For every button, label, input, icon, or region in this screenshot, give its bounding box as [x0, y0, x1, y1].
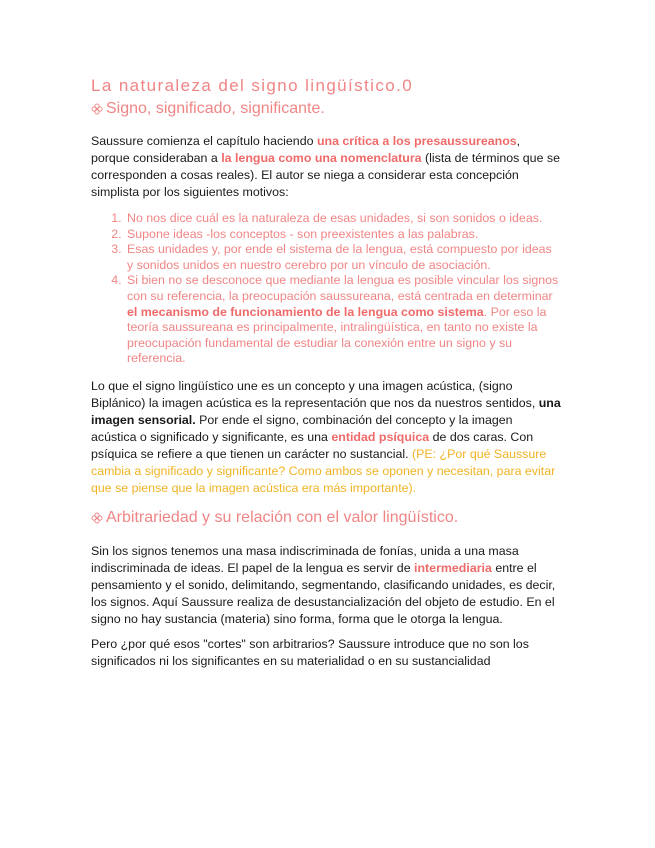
- section-heading-text: Arbitrariedad y su relación con el valor lingüístico.: [106, 508, 459, 526]
- bold-text: una imagen sensorial.: [91, 395, 561, 427]
- section-heading-text: Signo, significado, significante.: [106, 100, 325, 117]
- highlight-text: intermediaria: [414, 560, 492, 575]
- list-item: 1. No nos dice cuál es la naturaleza de esas unidades, si son sonidos o ideas.: [125, 211, 561, 227]
- section-heading-arbitrariedad: [91, 507, 561, 529]
- document-content: [91, 74, 561, 670]
- text-run: (lista de términos que se corresponden a cosas reales). El autor se niega a considerar esta concepción simplista por los siguientes motivos:: [91, 151, 560, 199]
- highlight-text: el mecanismo de funcionamiento de la lengua como sistema: [127, 304, 484, 319]
- text-run: Sin los signos tenemos una masa indiscriminada de fonías, unida a una masa indiscriminada de ideas. El papel de la lengua es servir de: [91, 543, 519, 575]
- text-run: entre el pensamiento y el sonido, delimitando, segmentando, clasificando unidades, es decir, los signos. Aquí Saussure realiza de desustancialización del objeto de estudio. En el signo no hay sustancia (materia) sino forma, forma que le otorga la lengua.: [91, 560, 556, 626]
- paragraph-2: [91, 378, 561, 497]
- highlight-text: una crítica a los presaussureanos: [316, 134, 517, 148]
- text-run: Pero ¿por qué esos "cortes" son arbitrarios? Saussure introduce que no son los significados ni los significantes en su materialidad o en su sustancialidad: [91, 636, 529, 668]
- list-item: 2. Supone ideas -los conceptos - son preexistentes a las palabras.: [125, 227, 561, 243]
- motives-list: [91, 211, 561, 367]
- text-run: Si bien no se desconoce que mediante la lengua es posible vincular los signos con su referencia, la preocupación saussureana, está centrada en determinar: [127, 273, 559, 303]
- paragraph-3: [91, 543, 561, 628]
- question-note: (PE: ¿Por qué Saussure cambia a significado y significante? Como ambos se oponen y necesitan, para evitar que se piense que la imagen acústica era más importante).: [91, 446, 556, 495]
- text-run: de dos caras. Con psíquica se refiere a que tienen un carácter no sustancial.: [91, 429, 534, 461]
- text-run: . Por eso la teoría saussureana es principalmente, intralingüística, en tanto no existe la preocupación fundamental de estudiar la conexión entre un signo y su referencia.: [127, 304, 547, 366]
- text-run: , porque consideraban a: [91, 134, 521, 165]
- list-item: [125, 273, 561, 367]
- text-run: Lo que el signo lingüístico une es un concepto y una imagen acústica, (signo Biplánico) la imagen acústica es la representación que nos da nuestros sentidos,: [91, 378, 539, 410]
- document-title: La naturaleza del signo lingüístico.0: [91, 76, 414, 95]
- text-run: Por ende el signo, combinación del concepto y la imagen acústica o significado y significante, es una: [91, 412, 513, 444]
- paragraph-4: [91, 636, 561, 670]
- text-run: Saussure comienza el capítulo haciendo: [91, 134, 317, 148]
- paragraph-1: [91, 133, 561, 201]
- section-heading-signo: [91, 98, 561, 120]
- highlight-text: entidad psíquica: [331, 429, 430, 444]
- highlight-text: la lengua como una nomenclatura: [221, 151, 422, 165]
- list-item: 3. Esas unidades y, por ende el sistema de la lengua, está compuesto por ideas y sonidos unidos en nuestro cerebro por un vínculo de asociación.: [125, 242, 561, 273]
- flower-icon: [91, 103, 103, 115]
- flower-icon: [91, 512, 103, 524]
